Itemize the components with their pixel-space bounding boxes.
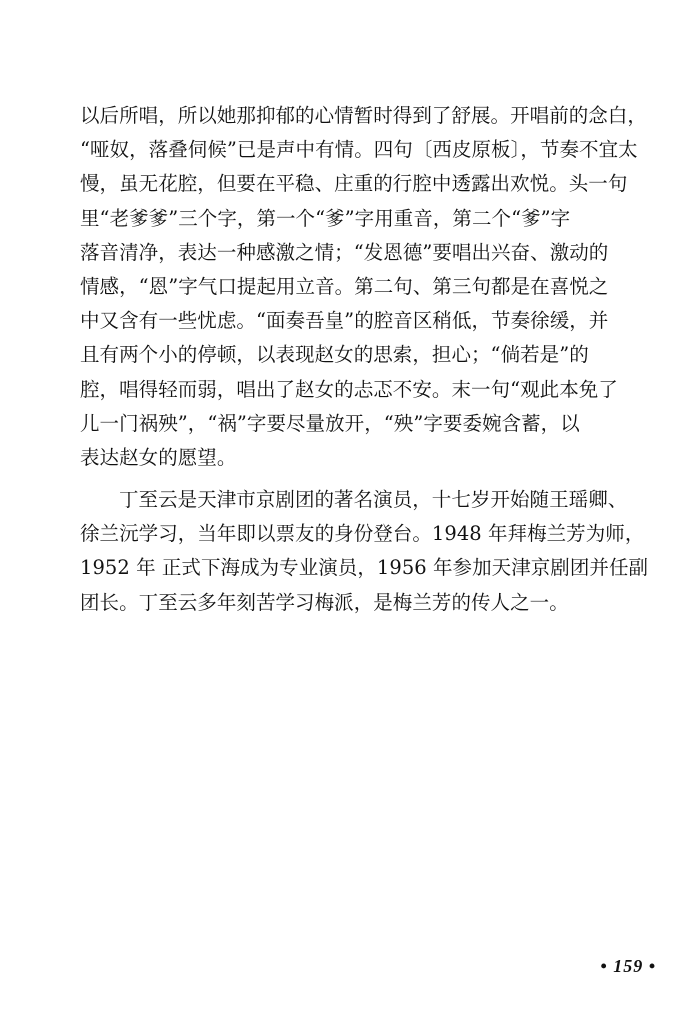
text-line: 表达赵女的愿望。 (80, 445, 237, 469)
text-line: 丁至云是天津市京剧团的著名演员，十七岁开始随王瑶卿、 (119, 488, 628, 512)
text-line: 落音清净，表达一种感激之情；“发恩德”要唱出兴奋、激动的 (80, 240, 609, 264)
text-line: 里“老爹爹”三个字，第一个“爹”字用重音，第二个“爹”字 (80, 206, 571, 230)
text-line: 团长。丁至云多年刻苦学习梅派，是梅兰芳的传人之一。 (80, 590, 569, 614)
paragraph-2 (80, 483, 666, 620)
paragraph-1 (80, 99, 666, 475)
text-line: 慢，虽无花腔，但要在平稳、庄重的行腔中透露出欢悦。头一句 (80, 172, 628, 196)
text-line: 以后所唱，所以她那抑郁的心情暂时得到了舒展。开唱前的念白， (80, 104, 647, 127)
text-line: “哑奴，落叠伺候”已是声中有情。四句〔西皮原板〕，节奏不宜太 (80, 138, 638, 162)
paragraph-gap (80, 475, 666, 483)
text-line: 且有两个小的停顿，以表现赵女的思索，担心；“倘若是”的 (80, 343, 589, 367)
body-text (80, 99, 666, 620)
page-number: • 159 • (600, 956, 656, 976)
text-line: 中又含有一些忧虑。“面奏吾皇”的腔音区稍低，节奏徐缓，并 (80, 309, 609, 333)
text-line: 徐兰沅学习，当年即以票友的身份登台。1948 年拜梅兰芳为师， (80, 522, 645, 546)
text-line: 1952 年 正式下海成为专业演员，1956 年参加天津京剧团并任副 (80, 556, 649, 580)
text-line: 情感，“恩”字气口提起用立音。第二句、第三句都是在喜悦之 (80, 274, 609, 298)
text-line: 儿一门祸殃”，“祸”字要尽量放开，“殃”字要委婉含蓄，以 (80, 411, 580, 435)
text-line: 腔，唱得轻而弱，唱出了赵女的忐忑不安。末一句“观此本免了 (80, 377, 618, 401)
